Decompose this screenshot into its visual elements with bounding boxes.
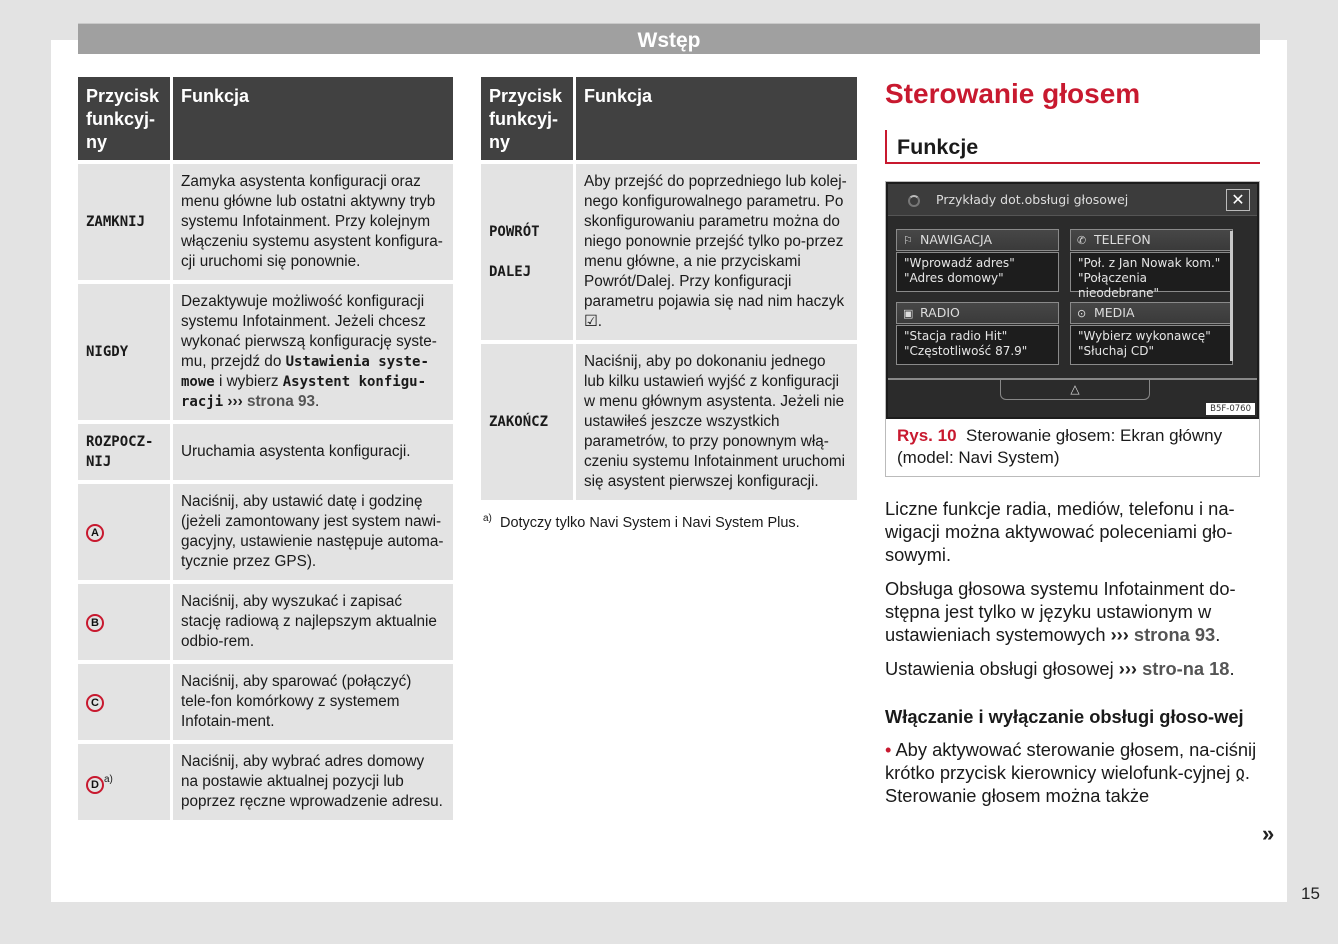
voice-button-icon: ჲ — [1235, 762, 1245, 783]
table-row — [481, 340, 857, 500]
circle-d-icon: D — [86, 776, 104, 794]
header-function: Funkcja — [173, 77, 453, 160]
row-description: Uruchamia asystenta konfiguracji. — [173, 420, 453, 480]
table-row — [78, 160, 453, 280]
key-rozpocznij: ROZPOCZ-NIJ — [78, 420, 173, 480]
subheading-onoff: Włączanie i wyłączanie obsługi głoso-wej — [885, 706, 1244, 727]
function-table-2-column — [481, 77, 857, 531]
tile-media[interactable]: ⊙ MEDIA "Wybierz wykonawcę" "Słuchaj CD" — [1070, 302, 1233, 365]
paragraph-settings: Ustawienia obsługi głosowej ››› stro-na 18. — [885, 658, 1235, 679]
table-row — [78, 420, 453, 480]
infotainment-screen — [886, 182, 1259, 419]
play-icon: ⊙ — [1077, 307, 1087, 320]
radio-icon: ▣ — [903, 307, 914, 320]
chapter-title: Sterowanie głosem — [885, 78, 1141, 109]
scrollbar[interactable] — [1230, 231, 1233, 361]
row-description: Naciśnij, aby wyszukać i zapisać stację radiową z najlepszym aktualnie odbio-rem. — [173, 580, 453, 660]
spinner-icon — [908, 195, 920, 207]
table-row — [481, 160, 857, 340]
tile-radio[interactable]: ▣ RADIO "Stacja radio Hit" "Częstotliwość 87.9" — [896, 302, 1059, 365]
key-zamknij: ZAMKNIJ — [78, 160, 173, 280]
row-description: Naciśnij, aby sparować (połączyć) tele-fon komórkowy z systemem Infotain-ment. — [173, 660, 453, 740]
key-powrot-dalej: POWRÓT DALEJ — [481, 160, 576, 340]
figure-code: B5F-0760 — [1206, 403, 1255, 415]
page-link[interactable]: stro-na 18 — [1142, 658, 1230, 679]
key-a — [78, 480, 173, 580]
section-subtitle: Funkcje — [885, 130, 1260, 164]
table-row — [78, 280, 453, 420]
page-link[interactable]: strona 93 — [1133, 624, 1216, 645]
function-table-1 — [78, 77, 453, 820]
phone-icon: ✆ — [1077, 234, 1087, 247]
key-nigdy: NIGDY — [78, 280, 173, 420]
tile-phone[interactable]: ✆ TELEFON "Poł. z Jan Nowak kom." "Połączenia nieodebrane" — [1070, 229, 1233, 292]
header-key: Przycisk funkcyj- ny — [78, 77, 173, 160]
row-description: Naciśnij, aby ustawić datę i godzinę (jeżeli zamontowany jest system nawi-gacyjny, ustawienie następuje automa-tycznie przez GPS). — [173, 480, 453, 580]
bullet-icon: • — [885, 739, 892, 760]
row-description: Naciśnij, aby po dokonaniu jednego lub kilku ustawień wyjść z konfiguracji w menu głównym asystenta. Jeżeli nie ustawiłeś jeszcze wszystkich parametrów, to przy ponownym włą-czeniu systemu Infotainment uruchomi się asystent pierwszej konfiguracji. — [576, 340, 857, 500]
key-b — [78, 580, 173, 660]
page-link[interactable]: strona 93 — [246, 393, 315, 410]
expand-up-button[interactable]: △ — [1000, 380, 1150, 400]
screen-header: Przykłady dot.obsługi głosowej ✕ — [888, 184, 1257, 216]
section-title-bar: Wstęp — [78, 23, 1260, 54]
footnote: $^{a)}$ Dotyczy tylko Navi System i Navi System Plus. — [483, 513, 800, 531]
paragraph-intro: Liczne funkcje radia, mediów, telefonu i na-wigacji można aktywować poleceniami gło-sowymi. — [885, 498, 1235, 565]
table-row — [78, 580, 453, 660]
table-row — [78, 480, 453, 580]
paragraph-language: Obsługa głosowa systemu Infotainment do-stępna jest tylko w języku ustawionym w ustawieniach systemowych ››› strona 93. — [885, 578, 1236, 645]
circle-a-icon: A — [86, 524, 104, 542]
close-button[interactable]: ✕ — [1226, 189, 1250, 211]
bullet-paragraph: • Aby aktywować sterowanie głosem, na-ciśnij krótko przycisk kierownicy wielofunk-cyjnej ჲ. Sterowanie głosem można także — [885, 739, 1257, 806]
voice-control-column — [885, 77, 1260, 807]
row-description: Naciśnij, aby wybrać adres domowy na postawie aktualnej pozycji lub poprzez ręczne wprowadzenie adresu. — [173, 740, 453, 820]
key-c — [78, 660, 173, 740]
table-row — [78, 660, 453, 740]
row-description: Zamyka asystenta konfiguracji oraz menu główne lub ostatni aktywny tryb systemu Infotainment. Przy kolejnym włączeniu systemu asystent konfigura-cji uruchomi się ponownie. — [173, 160, 453, 280]
table-row — [78, 740, 453, 820]
footnote-ref: a) — [104, 774, 113, 786]
header-key: Przycisk funkcyj- ny — [481, 77, 576, 160]
function-table-2 — [481, 77, 857, 500]
screen-bottom-bar — [888, 378, 1257, 404]
key-d — [78, 740, 173, 820]
flag-icon: ⚐ — [903, 234, 913, 247]
figure-caption: Rys. 10 Sterowanie głosem: Ekran główny (model: Navi System) — [897, 426, 1223, 467]
checkmark-icon: ☑ — [584, 313, 598, 330]
function-table-1-column — [78, 77, 453, 820]
row-description: Dezaktywuje możliwość konfiguracji systemu Infotainment. Jeżeli chcesz wykonać pierwszą konfigurację syste-mu, przejdź do Ustawienia syste-mowe i wybierz Asystent konfigu-racji ››› strona 93. — [173, 280, 453, 420]
row-description: Aby przejść do poprzedniego lub kolej-nego konfigurowalnego parametru. Po skonfigurowaniu parametru można do niego ponownie przejść tylko po-przez menu główne, a nie przyciskami Powrót/Dalej. Przy konfiguracji parametru pojawia się nad nim haczyk ☑. — [576, 160, 857, 340]
continue-icon: » — [1262, 821, 1275, 846]
page-number: 15 — [1301, 884, 1320, 903]
circle-b-icon: B — [86, 614, 104, 632]
figure-voice-screen — [885, 181, 1260, 477]
tile-navigation[interactable]: ⚐ NAWIGACJA "Wprowadź adres" "Adres domowy" — [896, 229, 1059, 292]
key-zakoncz: ZAKOŃCZ — [481, 340, 576, 500]
header-function: Funkcja — [576, 77, 857, 160]
circle-c-icon: C — [86, 694, 104, 712]
